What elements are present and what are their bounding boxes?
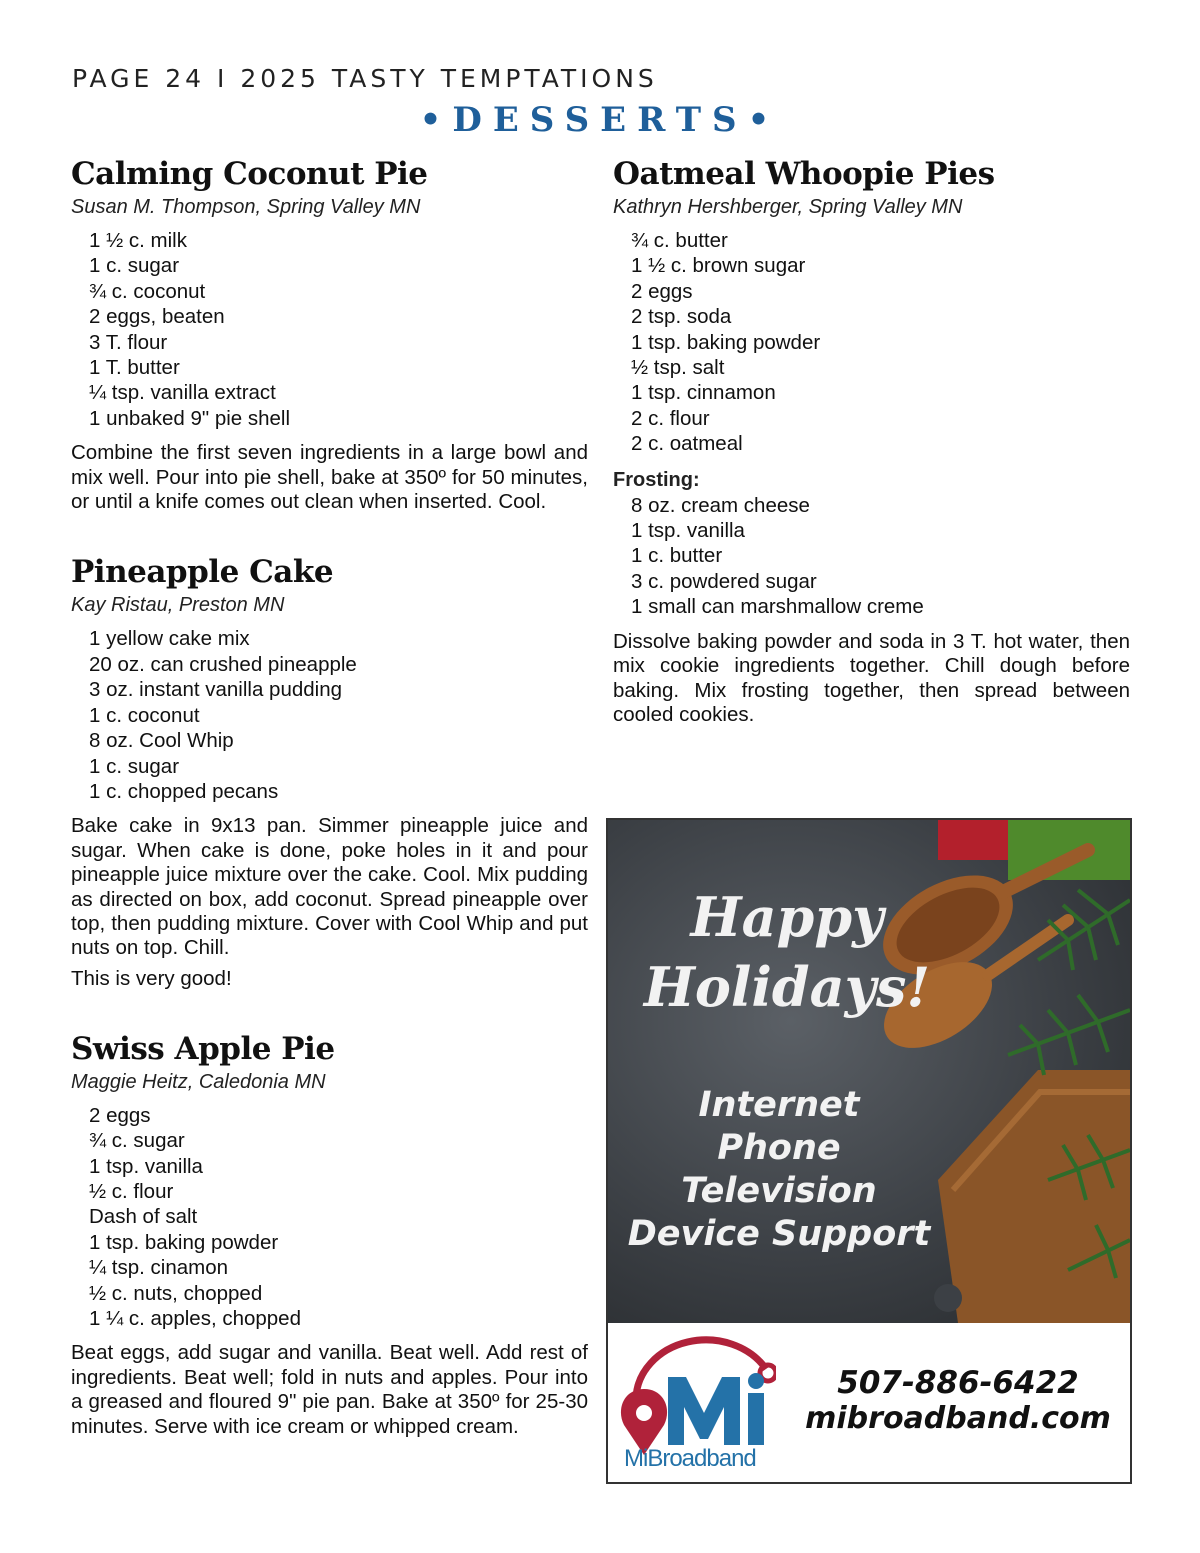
ingredient: ¾ c. butter: [631, 229, 728, 252]
recipe-instructions: Bake cake in 9x13 pan. Simmer pineapple juice and sugar. When cake is done, poke holes in it and pour pineapple juice mixture over the cake. Cool. Mix pudding as directed on box, add coconut. Spread pineapple over top, then pudding mixture. Cover with Cool Whip and put nuts on top. Chill.: [71, 814, 588, 960]
ingredient: 2 eggs: [631, 279, 693, 303]
ingredient: 2 eggs: [89, 1103, 151, 1127]
ingredient-list: [71, 228, 588, 431]
recipe-title: Calming Coconut Pie: [71, 156, 428, 192]
ingredient: 1 unbaked 9" pie shell: [89, 406, 291, 430]
ingredient: 2 c. flour: [631, 406, 710, 430]
ingredient: 1 tsp. cinnamon: [631, 381, 776, 405]
recipe-instructions: Dissolve baking powder and soda in 3 T. hot water, then mix cookie ingredients together. Chill dough before baking. Mix frosting together, then spread between cooled cookies.: [613, 629, 1130, 726]
service-item: Television: [681, 1171, 877, 1211]
recipe-instructions: Beat eggs, add sugar and vanilla. Beat well. Add rest of ingredients. Beat well; fold in nuts and apples. Pour into a greased and floured 9" pie pan. Bake at 350º for 25-30 minutes. Serve with ice cream or whipped cream.: [71, 1341, 588, 1438]
ingredient: 1 yellow cake mix: [89, 627, 250, 651]
ingredient-list: [71, 1103, 588, 1332]
recipe-calming-coconut-pie: [71, 154, 588, 514]
ad-phone-number: 507-886-6422: [837, 1365, 1079, 1401]
ingredient: ½ c. flour: [89, 1179, 174, 1203]
recipe-instructions: Combine the first seven ingredients in a large bowl and mix well. Pour into pie shell, bake at 350º for 50 minutes, or until a knife comes out clean when inserted. Cool.: [71, 441, 588, 514]
ingredient: 1 c. butter: [631, 544, 723, 568]
ingredient: 1 c. coconut: [89, 703, 200, 727]
greeting-line: Happy: [690, 885, 884, 949]
ingredient-list: [71, 626, 588, 804]
logo-m-letter: [668, 1377, 740, 1445]
ingredient: 2 c. oatmeal: [631, 432, 743, 456]
recipe-author: Kay Ristau, Preston MN: [71, 594, 285, 617]
ingredient: ¼ tsp. vanilla extract: [89, 381, 276, 405]
service-item: Device Support: [627, 1214, 931, 1254]
green-cloth: [1008, 820, 1130, 880]
ingredient: 1 tsp. baking powder: [89, 1230, 279, 1254]
ingredient: ½ tsp. salt: [631, 356, 725, 380]
recipe-title: Pineapple Cake: [71, 554, 334, 591]
right-column: [613, 154, 1130, 765]
logo-text: MiBroadband: [624, 1445, 756, 1472]
recipe-oatmeal-whoopie-pies: [613, 154, 1130, 727]
frosting-ingredient-list: [613, 493, 1130, 620]
section-title: •DESSERTS•: [419, 100, 781, 140]
ingredient: 1 ¼ c. apples, chopped: [89, 1307, 301, 1330]
ingredient: 1 c. sugar: [89, 254, 180, 278]
recipe-note: This is very good!: [71, 966, 232, 990]
ingredient: 1 ½ c. milk: [89, 229, 187, 252]
ingredient: ½ c. nuts, chopped: [89, 1281, 263, 1305]
logo-arc: [636, 1340, 766, 1399]
recipe-title: Swiss Apple Pie: [71, 1030, 335, 1067]
recipe-swiss-apple-pie: [71, 1029, 588, 1439]
ingredient: 1 c. sugar: [89, 754, 180, 778]
recipe-author: Maggie Heitz, Caledonia MN: [71, 1070, 326, 1093]
ingredient: 3 oz. instant vanilla pudding: [89, 678, 343, 702]
red-cloth: [938, 820, 1018, 860]
frosting-label: Frosting:: [613, 468, 700, 491]
ingredient: ¼ tsp. cinamon: [89, 1256, 229, 1280]
recipe-pineapple-cake: [71, 552, 588, 990]
ingredient: 20 oz. can crushed pineapple: [89, 652, 357, 676]
holiday-greeting: [622, 882, 952, 1022]
ingredient: 1 tsp. vanilla: [631, 519, 745, 543]
ingredient: ¾ c. coconut: [89, 279, 206, 303]
ingredient: 1 tsp. vanilla: [89, 1154, 203, 1178]
recipe-author: Susan M. Thompson, Spring Valley MN: [71, 196, 421, 218]
ingredient: 1 T. butter: [89, 356, 180, 380]
mibroadband-advertisement: [606, 818, 1132, 1484]
ingredient: 1 small can marshmallow creme: [631, 595, 924, 619]
cutting-board: [938, 1070, 1130, 1323]
ingredient: 2 tsp. soda: [631, 305, 732, 329]
ingredient: 8 oz. cream cheese: [631, 493, 810, 517]
ingredient: 8 oz. Cool Whip: [89, 729, 234, 753]
ad-website: mibroadband.com: [805, 1401, 1111, 1436]
recipe-title: Oatmeal Whoopie Pies: [613, 156, 995, 192]
ingredient: 2 eggs, beaten: [89, 305, 225, 329]
ingredient: 1 tsp. baking powder: [631, 330, 821, 354]
services-list: [614, 1084, 944, 1256]
ad-footer: [608, 1323, 1130, 1482]
service-item: Phone: [717, 1128, 841, 1168]
ingredient: ¾ c. sugar: [89, 1129, 185, 1153]
recipe-author: Kathryn Hershberger, Spring Valley MN: [613, 196, 963, 218]
service-item: Internet: [698, 1085, 860, 1125]
holiday-photo: [608, 820, 1130, 1323]
ingredient: 1 ½ c. brown sugar: [631, 254, 806, 278]
greeting-line: Holidays!: [643, 955, 931, 1019]
left-column: [71, 154, 588, 1477]
ingredient: 3 T. flour: [89, 330, 168, 354]
page-header: PAGE 24 I 2025 TASTY TEMPTATIONS: [72, 64, 658, 93]
ingredient-list: [613, 228, 1130, 457]
ingredient: 3 c. powdered sugar: [631, 569, 817, 593]
ingredient: Dash of salt: [89, 1205, 198, 1229]
ingredient: 1 c. chopped pecans: [89, 779, 279, 803]
